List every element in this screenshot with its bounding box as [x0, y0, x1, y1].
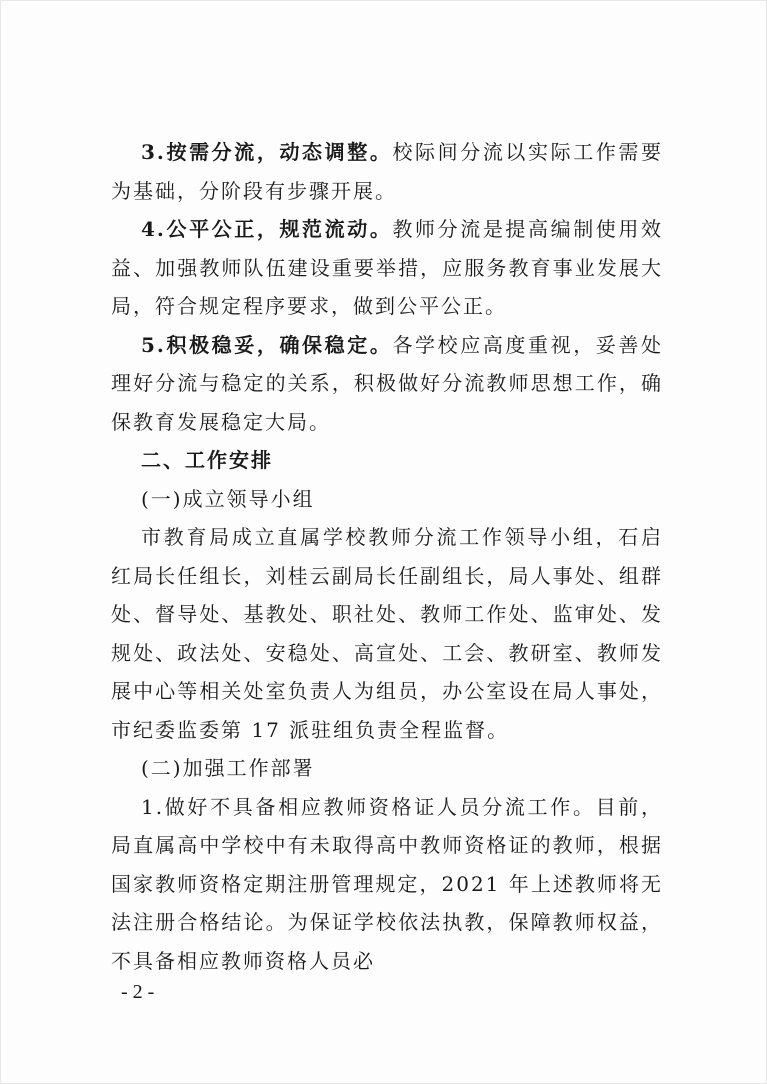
section-heading: 二、工作安排 — [141, 448, 273, 472]
subsection-title-leadership-group: (一)成立领导小组 — [141, 486, 315, 511]
paragraph-principle-5 — [111, 326, 663, 442]
paragraph-lead: 3.按需分流，动态调整。 — [141, 140, 393, 164]
paragraph-leadership-group: 市教育局成立直属学校教师分流工作领导小组，石启红局长任组长，刘桂云副局长任副组长，局人事处、组群处、督导处、基教处、职社处、教师工作处、监审处、发规处、政法处、安稳处、高宣处、工会、教研室、教师发展中心等相关处室负责人为组员，办公室设在局人事处，市纪委监委第 17 派驻组负责全程监督。 — [111, 525, 663, 742]
paragraph-text: 教师分流是提高编制使用效益、加强教师队伍建设重要举措，应服务教育事业发展大局，符合规定程序要求，做到公平公正。 — [111, 217, 663, 318]
paragraph-lead: 4.公平公正，规范流动。 — [141, 217, 393, 241]
page-number: - 2 - — [121, 981, 155, 1003]
paragraph-text: 校际间分流以实际工作需要为基础，分阶段有步骤开展。 — [111, 140, 663, 203]
paragraph-lead: 5.积极稳妥，确保稳定。 — [141, 332, 393, 357]
subsection-title-work-deployment: (二)加强工作部署 — [141, 756, 315, 780]
paragraph-text: 各学校应高度重视，妥善处理好分流与稳定的关系，积极做好分流教师思想工作，确保教育发展稳定大局。 — [111, 332, 663, 434]
paragraph-work-deployment: 1.做好不具备相应教师资格证人员分流工作。目前，局直属高中学校中有未取得高中教师资格证的教师，根据国家教师资格定期注册管理规定，2021 年上述教师将无法注册合格结论。为保证学校依法执教，保障教师权益，不具备相应教师资格人员必 — [111, 794, 663, 973]
paragraph-principle-4 — [111, 210, 663, 326]
document-body — [111, 133, 663, 980]
paragraph-principle-3 — [111, 133, 663, 210]
